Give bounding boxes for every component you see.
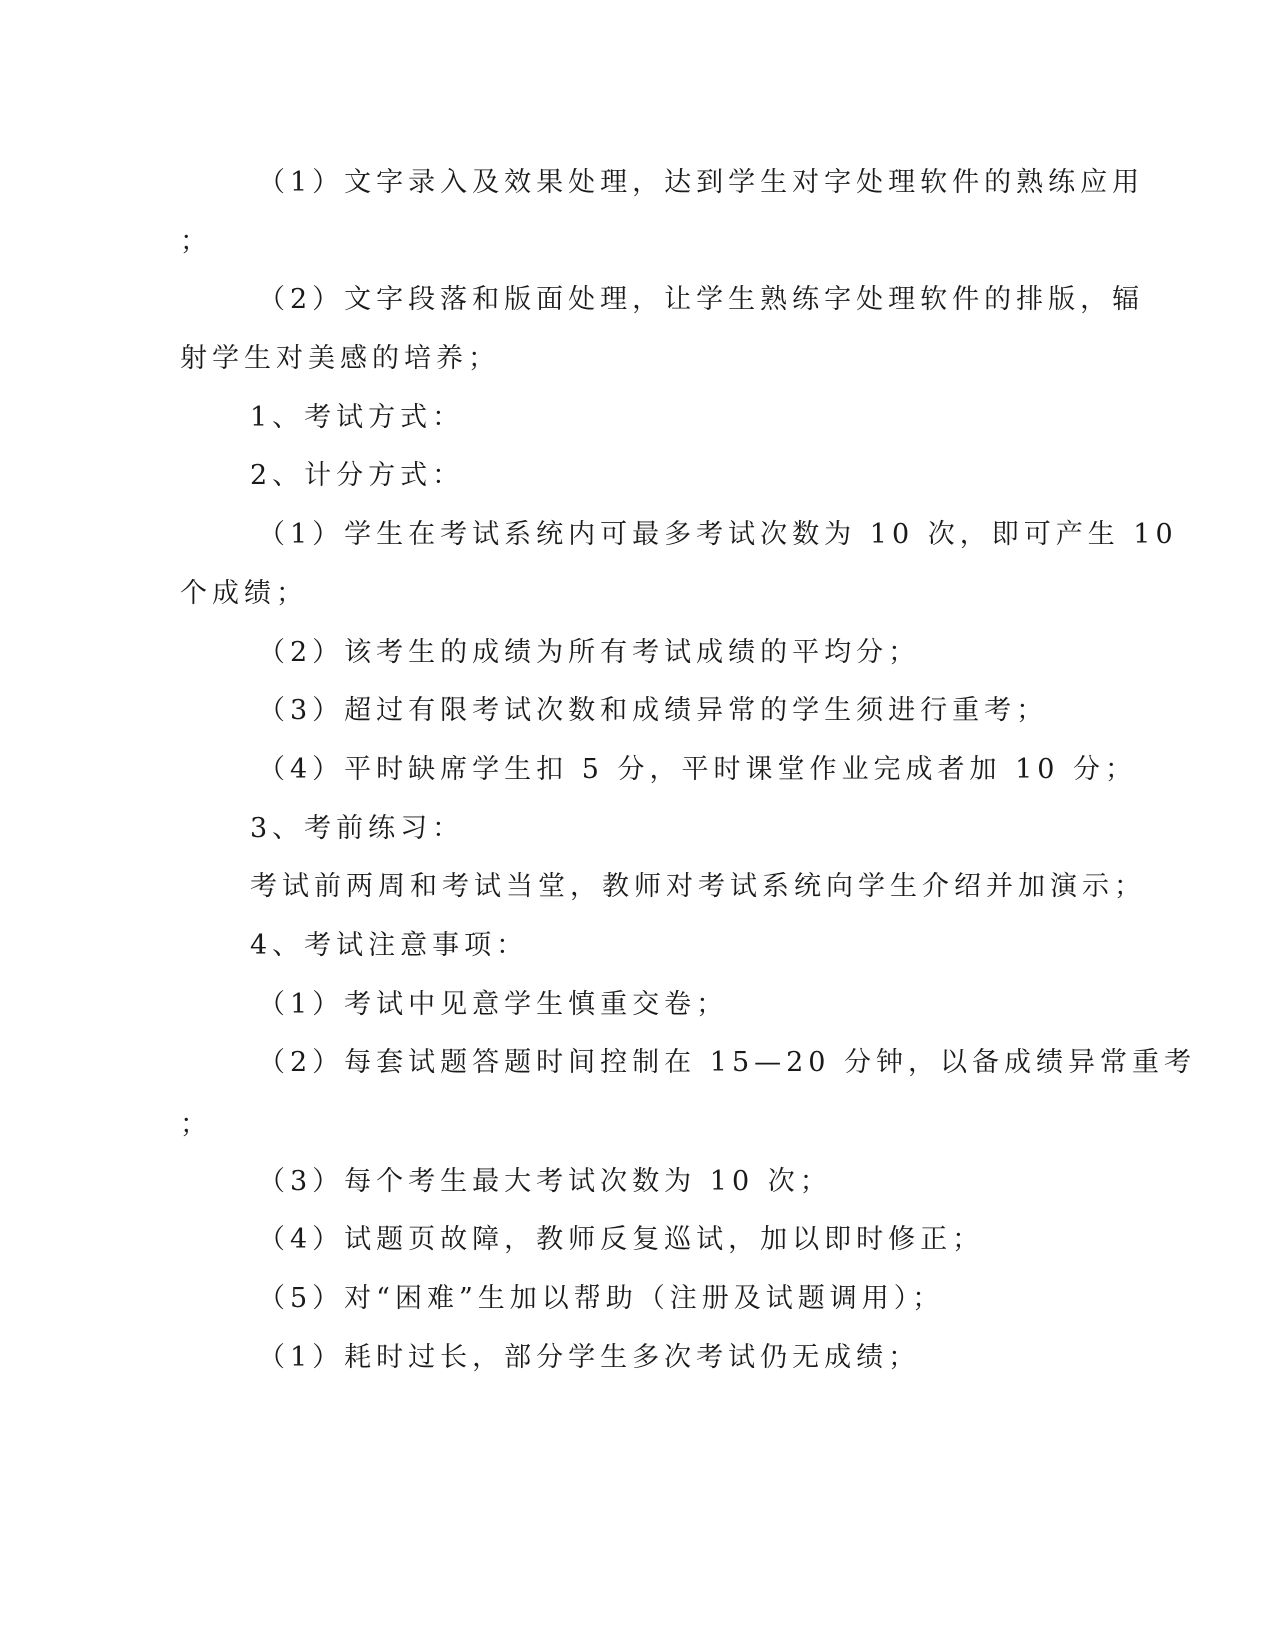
paragraph-line: （1）文字录入及效果处理，达到学生对字处理软件的熟练应用: [258, 167, 1145, 198]
section-heading: 4、考试注意事项：: [250, 930, 529, 961]
section-heading: 1、考试方式：: [250, 402, 465, 433]
paragraph-line: （4）试题页故障，教师反复巡试，加以即时修正；: [258, 1224, 985, 1255]
paragraph-line: ；: [180, 1109, 212, 1140]
paragraph-line: （1）考试中见意学生慎重交卷；: [258, 989, 729, 1020]
paragraph-line: ；: [180, 226, 212, 257]
paragraph-line: （4）平时缺席学生扣 5 分，平时课堂作业完成者加 10 分；: [258, 754, 1138, 785]
paragraph-line: 射学生对美感的培养；: [180, 343, 500, 374]
paragraph-line: （2）每套试题答题时间控制在 15—20 分钟，以备成绩异常重考: [258, 1047, 1197, 1078]
paragraph-line: （3）每个考生最大考试次数为 10 次；: [258, 1166, 832, 1197]
paragraph-line: （3）超过有限考试次数和成绩异常的学生须进行重考；: [258, 695, 1049, 726]
section-heading: 3、考前练习：: [250, 813, 465, 844]
paragraph-line: （1）耗时过长，部分学生多次考试仍无成绩；: [258, 1342, 921, 1373]
paragraph-line: 考试前两周和考试当堂，教师对考试系统向学生介绍并加演示；: [250, 871, 1146, 902]
paragraph-line: （2）该考生的成绩为所有考试成绩的平均分；: [258, 637, 921, 668]
paragraph-line: （2）文字段落和版面处理，让学生熟练字处理软件的排版，辐: [258, 284, 1145, 315]
paragraph-line: （1）学生在考试系统内可最多考试次数为 10 次，即可产生 10: [258, 519, 1178, 550]
section-heading: 2、计分方式：: [250, 460, 465, 491]
paragraph-line: 个成绩；: [180, 578, 308, 609]
paragraph-line: （5）对“困难”生加以帮助（注册及试题调用）；: [258, 1283, 945, 1314]
